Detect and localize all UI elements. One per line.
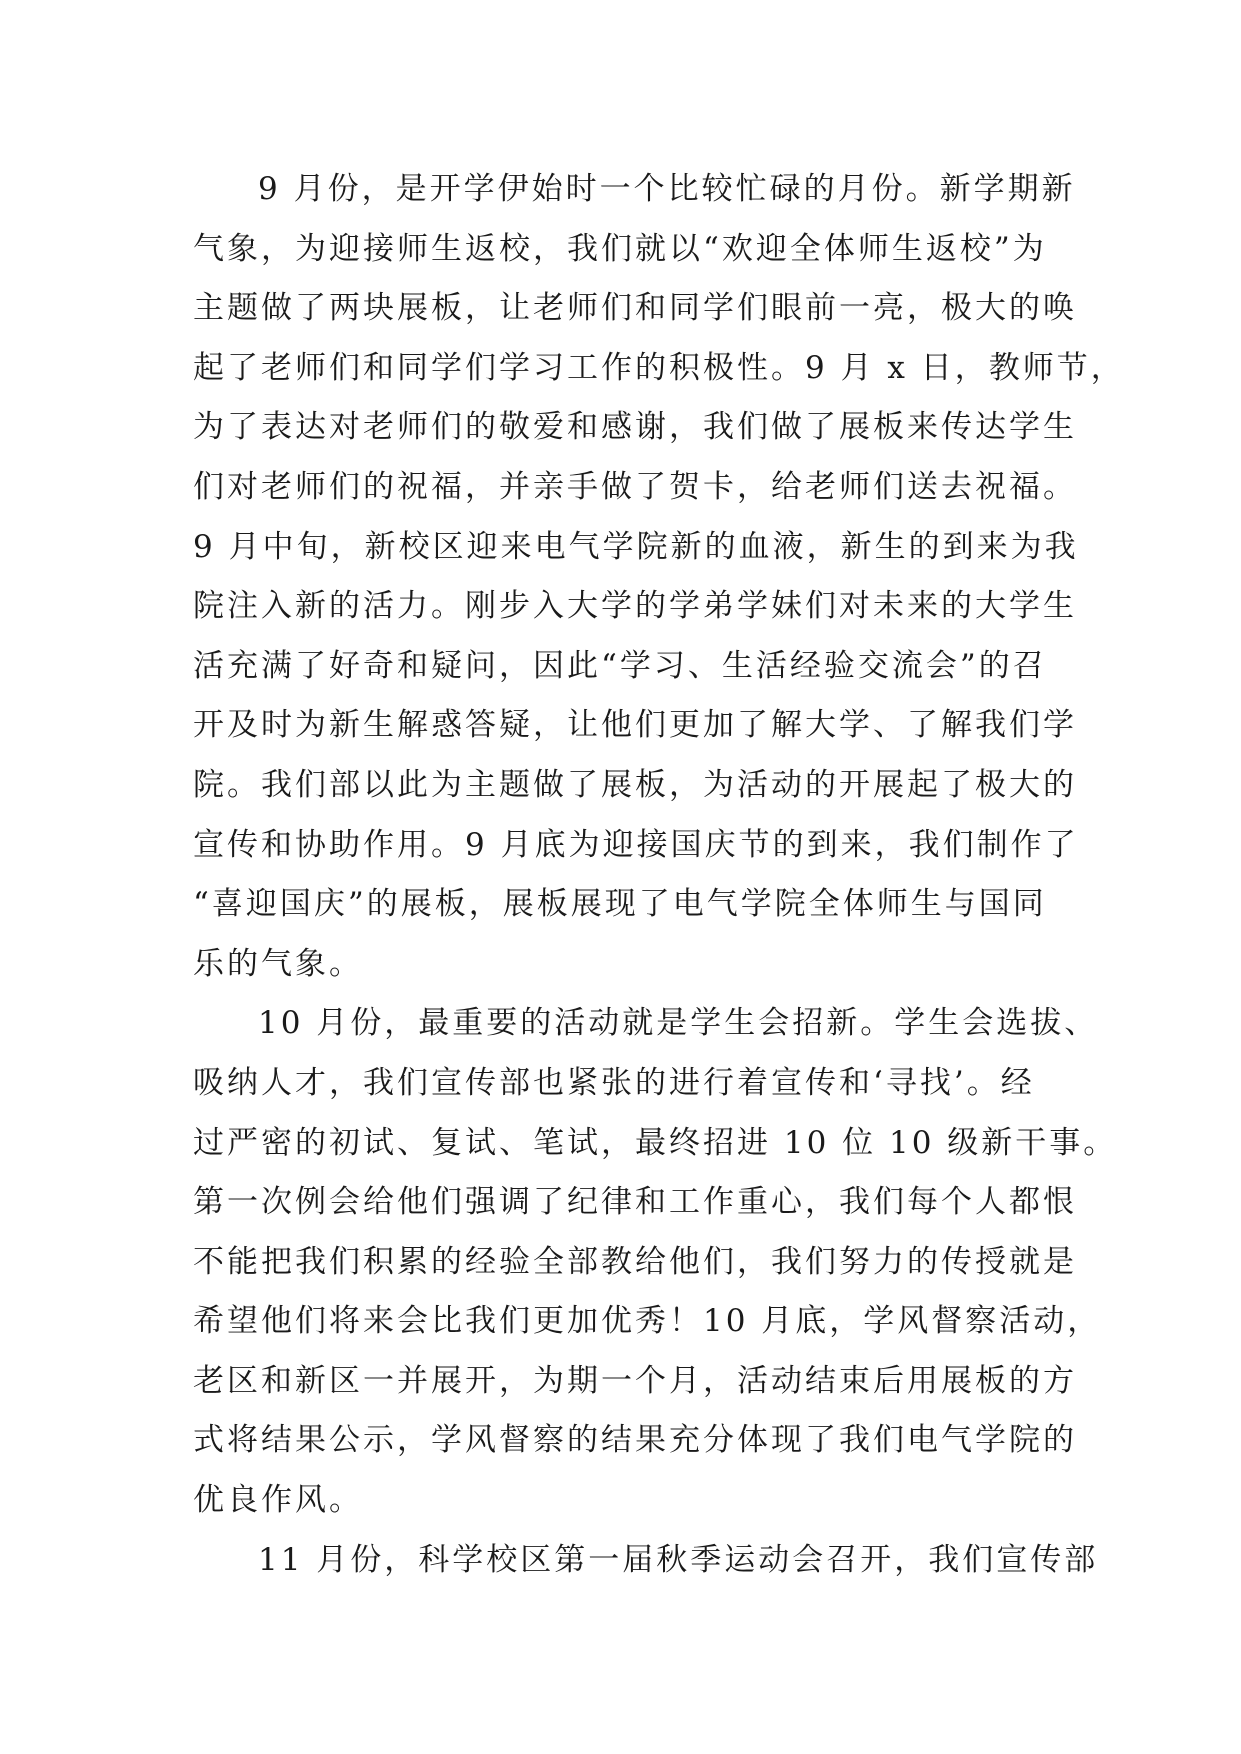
paragraph-sept-line-9: 活充满了好奇和疑问，因此“学习、生活经验交流会”的召 [193, 647, 1047, 684]
paragraph-nov-line-1: 11 月份，科学校区第一届秋季运动会召开，我们宣传部 [258, 1541, 1099, 1578]
paragraph-oct-line-8: 式将结果公示，学风督察的结果充分体现了我们电气学院的 [193, 1422, 1077, 1459]
paragraph-sept-line-6: 们对老师们的祝福，并亲手做了贺卡，给老师们送去祝福。 [193, 468, 1077, 505]
paragraph-oct-line-6: 希望他们将来会比我们更加优秀！10 月底，学风督察活动， [193, 1303, 1102, 1340]
paragraph-sept-line-7: 9 月中旬，新校区迎来电气学院新的血液，新生的到来为我 [193, 528, 1079, 565]
paragraph-sept-line-13: “喜迎国庆”的展板，展板展现了电气学院全体师生与国同 [193, 886, 1047, 923]
paragraph-sept-line-4: 起了老师们和同学们学习工作的积极性。9 月 x 日，教师节， [193, 349, 1125, 386]
paragraph-sept-line-8: 院注入新的活力。刚步入大学的学弟学妹们对未来的大学生 [193, 588, 1077, 625]
paragraph-oct-line-9: 优良作风。 [193, 1482, 363, 1519]
document-body [193, 160, 1125, 1590]
paragraph-sept-line-12: 宣传和协助作用。9 月底为迎接国庆节的到来，我们制作了 [193, 826, 1079, 863]
paragraph-sept-line-2: 气象，为迎接师生返校，我们就以“欢迎全体师生返校”为 [193, 230, 1047, 267]
paragraph-sept-line-3: 主题做了两块展板，让老师们和同学们眼前一亮，极大的唤 [193, 290, 1077, 327]
paragraph-oct-line-1: 10 月份，最重要的活动就是学生会招新。学生会选拔、 [258, 1005, 1099, 1042]
paragraph-oct-line-3: 过严密的初试、复试、笔试，最终招进 10 位 10 级新干事。 [193, 1124, 1118, 1161]
paragraph-oct-line-7: 老区和新区一并展开，为期一个月，活动结束后用展板的方 [193, 1362, 1077, 1399]
paragraph-sept-line-10: 开及时为新生解惑答疑，让他们更加了解大学、了解我们学 [193, 707, 1077, 744]
paragraph-oct-line-4: 第一次例会给他们强调了纪律和工作重心，我们每个人都恨 [193, 1184, 1077, 1221]
paragraph-sept-line-1: 9 月份，是开学伊始时一个比较忙碌的月份。新学期新 [258, 171, 1076, 207]
paragraph-sept-line-14: 乐的气象。 [193, 945, 363, 982]
paragraph-oct-line-5: 不能把我们积累的经验全部教给他们，我们努力的传授就是 [193, 1243, 1077, 1280]
paragraph-oct-line-2: 吸纳人才，我们宣传部也紧张的进行着宣传和‘寻找’。经 [193, 1064, 1035, 1101]
paragraph-sept-line-5: 为了表达对老师们的敬爱和感谢，我们做了展板来传达学生 [193, 409, 1077, 446]
paragraph-sept-line-11: 院。我们部以此为主题做了展板，为活动的开展起了极大的 [193, 766, 1077, 803]
